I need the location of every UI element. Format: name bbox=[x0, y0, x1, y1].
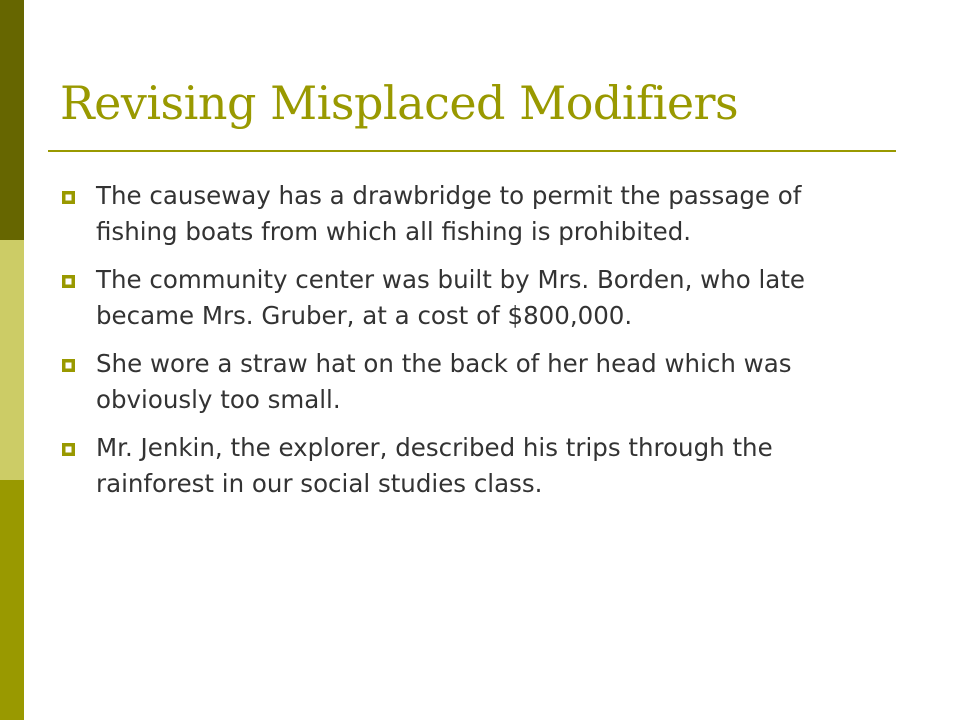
sidebar-segment-dark bbox=[0, 0, 24, 240]
slide-title: Revising Misplaced Modifiers bbox=[60, 76, 739, 130]
hollow-square-bullet-icon bbox=[62, 191, 75, 204]
bullet-item bbox=[60, 262, 890, 334]
bullet-text: The community center was built by Mrs. Borden, who late became Mrs. Gruber, at a cost of $800,000. bbox=[96, 265, 806, 330]
hollow-square-bullet-icon bbox=[62, 275, 75, 288]
hollow-square-bullet-icon bbox=[62, 443, 75, 456]
title-divider bbox=[48, 150, 896, 152]
bullet-item bbox=[60, 430, 890, 502]
sidebar-color-bar bbox=[0, 0, 24, 720]
bullet-text: She wore a straw hat on the back of her head which was obviously too small. bbox=[96, 349, 792, 414]
bullet-text: Mr. Jenkin, the explorer, described his trips through the rainforest in our social studies class. bbox=[96, 433, 773, 498]
bullet-item bbox=[60, 346, 890, 418]
bullet-item bbox=[60, 178, 890, 250]
hollow-square-bullet-icon bbox=[62, 359, 75, 372]
sidebar-segment-olive bbox=[0, 480, 24, 720]
bullet-text: The causeway has a drawbridge to permit the passage of fishing boats from which all fishing is prohibited. bbox=[96, 181, 802, 246]
sidebar-segment-light bbox=[0, 240, 24, 480]
bullet-list bbox=[60, 178, 890, 514]
